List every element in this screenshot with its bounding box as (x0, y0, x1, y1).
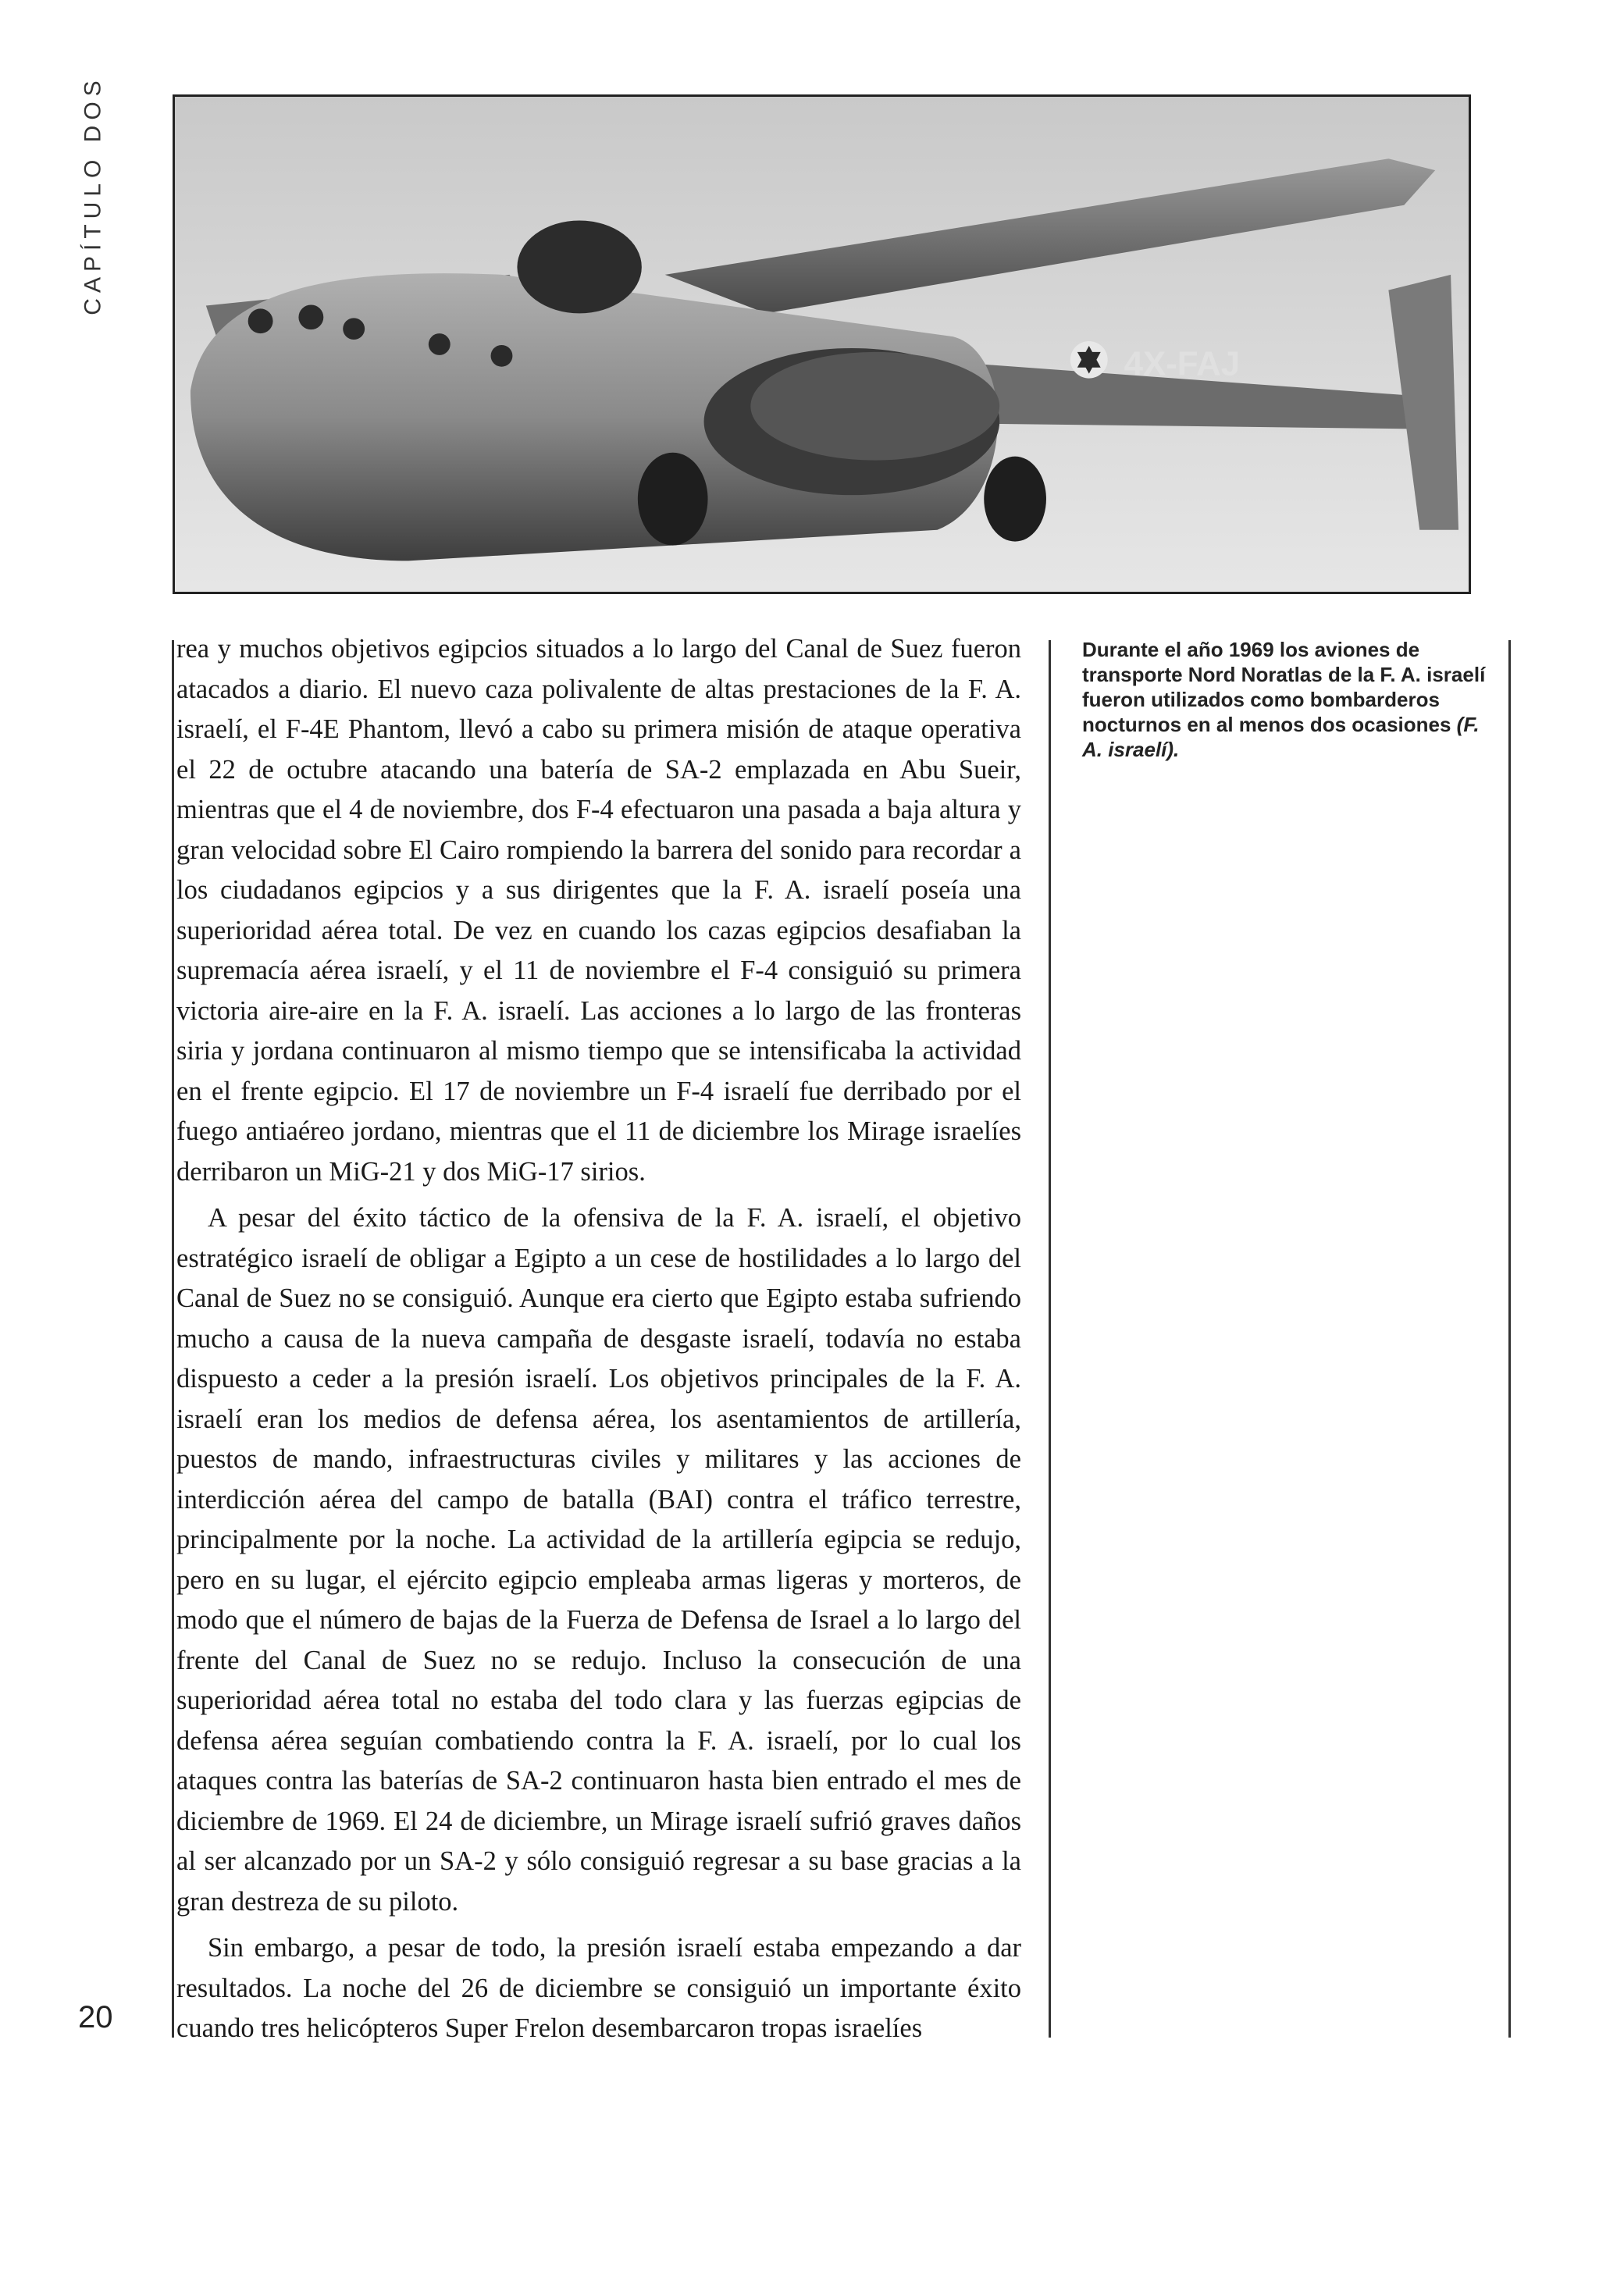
chapter-label (78, 62, 109, 328)
paragraph-1: rea y muchos objetivos egipcios situados a lo largo del Canal de Suez fueron atacados a diario. El nuevo caza polivalente de altas prestaciones de la F. A. israelí, el F-4E Phantom, llevó a cabo su primera misión de ataque operativa el 22 de octubre atacando una batería de SA-2 emplazada en Abu Sueir, mientras que el 4 de noviembre, dos F-4 efectuaron una pasada a baja altura y gran velocidad sobre El Cairo rompiendo la barrera del sonido para recordar a los ciudadanos egipcios y a sus dirigentes que la F. A. israelí poseía una superioridad aérea total. De vez en cuando los cazas egipcios desafiaban la supremacía aérea israelí, y el 11 de noviembre el F-4 consiguió su primera victoria aire-aire en la F. A. israelí. Las acciones a lo largo de las fronteras siria y jordana continuaron al mismo tiempo que se intensificaba la actividad en el frente egipcio. El 17 de noviembre un F-4 israelí fue derribado por el fuego antiaéreo jordano, mientras que el 11 de diciembre los Mirage israelíes derribaron un MiG-21 y dos MiG-17 sirios. (176, 634, 1021, 1187)
page-number: 20 (78, 2000, 113, 2034)
photo-caption (1082, 637, 1488, 762)
left-column-rule (172, 640, 174, 2038)
aircraft-photo (173, 94, 1471, 594)
paragraph-2: A pesar del éxito táctico de la ofensiva de la F. A. israelí, el objetivo estratégico israelí de obligar a Egipto a un cese de hostilidades a lo largo del Canal de Suez no se consiguió. Aunque era cierto que Egipto estaba sufriendo mucho a causa de la nueva campaña de desgaste israelí, todavía no estaba dispuesto a ceder a la presión israelí. Los objetivos principales de la F. A. israelí eran los medios de defensa aérea, los asentamientos de artillería, puestos de mando, infraestructuras civiles y militares y las acciones de interdicción aérea del campo de batalla (BAI) contra el tráfico terrestre, principalmente por la noche. La actividad de la artillería egipcia se redujo, pero en su lugar, el ejército egipcio empleaba armas ligeras y morteros, de modo que el número de bajas de la Fuerza de Defensa de Israel a lo largo del frente del Canal de Suez no se redujo. Incluso la consecución de una superioridad aérea total no estaba del todo clara y las fuerzas egipcias de defensa aérea seguían combatiendo contra la F. A. israelí, por lo cual los ataques contra las baterías de SA-2 continuaron hasta bien entrado el mes de diciembre de 1969. El 24 de diciembre, un Mirage israelí sufrió graves daños al ser alcanzado por un SA-2 y sólo consiguió regresar a su base gracias a la gran destreza de su piloto. (176, 1203, 1021, 1917)
chapter-label-text: CAPÍTULO DOS (80, 75, 106, 315)
noratlas-photo-illustration (175, 97, 1469, 592)
body-text (176, 629, 1021, 2056)
caption-credit: (F. A. israelí). (1082, 713, 1480, 761)
middle-column-rule (1049, 640, 1051, 2038)
right-column-rule (1508, 640, 1511, 2038)
propeller-spinner (517, 221, 641, 314)
paragraph-3: Sin embargo, a pesar de todo, la presión israelí estaba empezando a dar resultados. La noche del 26 de diciembre se consiguió un importante éxito cuando tres helicópteros Super Frelon desembarcaron tropas israelíes (176, 1933, 1021, 2043)
registration-marking: 4X-FAJ (1124, 344, 1241, 383)
caption-text: Durante el año 1969 los aviones de transporte Nord Noratlas de la F. A. israelí fueron utilizados como bombarderos nocturnos en al menos dos ocasiones (1082, 638, 1486, 736)
